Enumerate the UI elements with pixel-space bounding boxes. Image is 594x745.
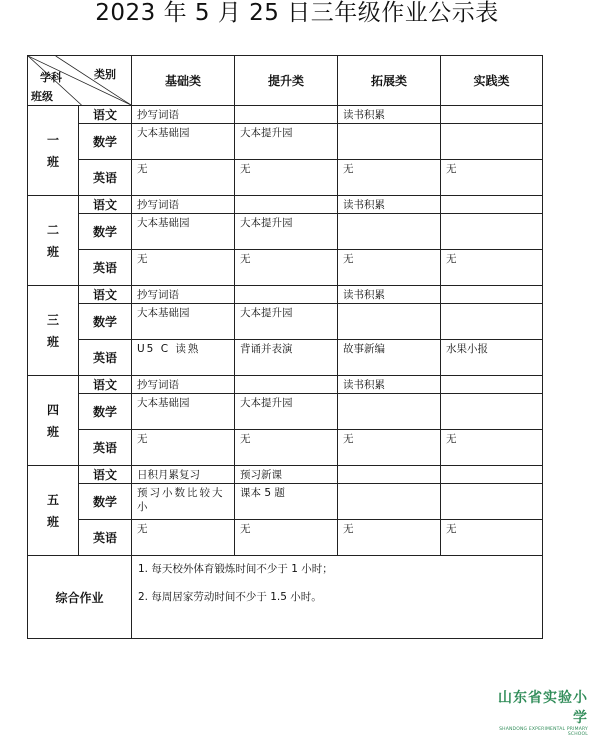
homework-cell: 故事新编 (338, 340, 441, 376)
homework-cell: 预习新课 (235, 466, 338, 484)
homework-cell (441, 214, 543, 250)
class-name-cell (28, 466, 79, 556)
subject-cell: 英语 (79, 430, 132, 466)
homework-cell: 无 (441, 160, 543, 196)
diagonal-header-cell (28, 56, 132, 106)
homework-cell (235, 106, 338, 124)
homework-cell (441, 304, 543, 340)
homework-cell: 无 (235, 430, 338, 466)
homework-cell (441, 196, 543, 214)
table-row (28, 484, 543, 520)
homework-cell: 抄写词语 (132, 286, 235, 304)
homework-cell: 读书积累 (338, 376, 441, 394)
column-header-improve: 提升类 (235, 56, 338, 106)
homework-cell (338, 304, 441, 340)
homework-cell: 大本提升园 (235, 304, 338, 340)
table-row (28, 286, 543, 304)
homework-cell: 无 (132, 430, 235, 466)
homework-cell: 预习小数比较大小 (132, 484, 235, 520)
subject-cell: 英语 (79, 160, 132, 196)
homework-cell: 读书积累 (338, 196, 441, 214)
subject-cell: 英语 (79, 250, 132, 286)
class-name: 一班 (46, 132, 59, 169)
list-item: 1. 每天校外体育锻炼时间不少于 1 小时； (138, 563, 333, 575)
homework-cell: 无 (338, 250, 441, 286)
homework-cell (338, 214, 441, 250)
column-header-practice: 实践类 (441, 56, 543, 106)
homework-cell (441, 376, 543, 394)
homework-cell: 大本提升园 (235, 124, 338, 160)
homework-cell (441, 124, 543, 160)
homework-cell: 课本 5 题 (235, 484, 338, 520)
homework-cell (441, 106, 543, 124)
homework-cell: 无 (441, 520, 543, 556)
subject-cell: 数学 (79, 214, 132, 250)
table-row (28, 376, 543, 394)
subject-cell: 语文 (79, 196, 132, 214)
homework-cell: 无 (132, 160, 235, 196)
table-row (28, 106, 543, 124)
homework-cell (441, 394, 543, 430)
subject-cell: 语文 (79, 286, 132, 304)
homework-cell (338, 484, 441, 520)
class-label: 班级 (31, 90, 53, 103)
class-name: 二班 (46, 222, 59, 259)
subject-cell: 数学 (79, 394, 132, 430)
list-item: 2. 每周居家劳动时间不少于 1.5 小时。 (138, 591, 322, 603)
class-name: 五班 (46, 492, 59, 529)
homework-table (27, 55, 543, 639)
table-row (28, 214, 543, 250)
subject-cell: 语文 (79, 376, 132, 394)
homework-cell (235, 376, 338, 394)
homework-cell: 无 (235, 520, 338, 556)
subject-cell: 英语 (79, 340, 132, 376)
comprehensive-list (132, 556, 543, 639)
homework-cell: 大本基础园 (132, 214, 235, 250)
homework-cell (441, 286, 543, 304)
homework-cell: 大本基础园 (132, 394, 235, 430)
homework-cell (441, 466, 543, 484)
homework-cell (235, 286, 338, 304)
comprehensive-row (28, 556, 543, 639)
homework-cell (441, 484, 543, 520)
table-row (28, 196, 543, 214)
homework-cell: 背诵并表演 (235, 340, 338, 376)
homework-cell: 无 (132, 250, 235, 286)
page-title: 2023 年 5 月 25 日三年级作业公示表 (95, 0, 499, 26)
class-name-cell (28, 106, 79, 196)
homework-cell: 读书积累 (338, 286, 441, 304)
homework-cell: 无 (338, 160, 441, 196)
table-row (28, 394, 543, 430)
homework-cell (338, 466, 441, 484)
class-name-cell (28, 196, 79, 286)
homework-cell: 无 (338, 520, 441, 556)
category-label: 类别 (94, 68, 116, 81)
homework-cell: 无 (235, 160, 338, 196)
subject-cell: 语文 (79, 466, 132, 484)
homework-cell: 无 (441, 250, 543, 286)
class-name-cell (28, 286, 79, 376)
subject-cell: 数学 (79, 304, 132, 340)
school-logo (488, 687, 588, 737)
header-row (28, 56, 543, 106)
homework-cell (338, 394, 441, 430)
homework-cell: 无 (132, 520, 235, 556)
homework-cell (235, 196, 338, 214)
class-name: 四班 (46, 402, 59, 439)
table-row (28, 250, 543, 286)
homework-cell: 大本基础园 (132, 124, 235, 160)
homework-cell: 大本提升园 (235, 214, 338, 250)
school-logo-subtext: SHANDONG EXPERIMENTAL PRIMARY SCHOOL (499, 727, 588, 737)
class-name: 三班 (46, 312, 59, 349)
table-row (28, 340, 543, 376)
homework-cell: U5 C 读熟 (132, 340, 235, 376)
table-row (28, 520, 543, 556)
class-name-cell (28, 376, 79, 466)
homework-cell: 大本基础园 (132, 304, 235, 340)
homework-cell: 读书积累 (338, 106, 441, 124)
homework-cell: 抄写词语 (132, 106, 235, 124)
comprehensive-label: 综合作业 (28, 556, 132, 639)
subject-label: 学科 (40, 71, 62, 84)
subject-cell: 数学 (79, 124, 132, 160)
table-row (28, 430, 543, 466)
homework-cell: 水果小报 (441, 340, 543, 376)
column-header-extend: 拓展类 (338, 56, 441, 106)
table-row (28, 124, 543, 160)
homework-cell: 抄写词语 (132, 196, 235, 214)
homework-cell: 抄写词语 (132, 376, 235, 394)
table-row (28, 160, 543, 196)
subject-cell: 英语 (79, 520, 132, 556)
homework-cell: 无 (441, 430, 543, 466)
subject-cell: 数学 (79, 484, 132, 520)
homework-cell (338, 124, 441, 160)
table-row (28, 466, 543, 484)
table-row (28, 304, 543, 340)
school-logo-text: 山东省实验小学 (498, 690, 588, 726)
subject-cell: 语文 (79, 106, 132, 124)
homework-cell: 无 (338, 430, 441, 466)
homework-cell: 日积月累复习 (132, 466, 235, 484)
homework-cell: 无 (235, 250, 338, 286)
column-header-basic: 基础类 (132, 56, 235, 106)
homework-cell: 大本提升园 (235, 394, 338, 430)
